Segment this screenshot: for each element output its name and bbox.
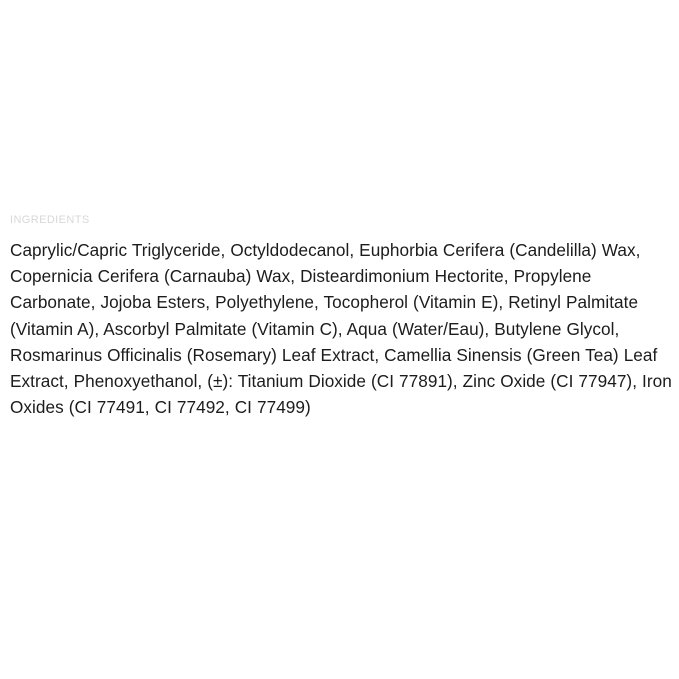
ingredients-block	[10, 214, 672, 420]
ingredients-heading: INGREDIENTS	[10, 214, 90, 226]
ingredients-list-text: Caprylic/Capric Triglyceride, Octyldodecanol, Euphorbia Cerifera (Candelilla) Wax, Copernicia Cerifera (Carnauba) Wax, Disteardimonium Hectorite, Propylene Carbonate, Jojoba Esters, Polyethylene, Tocopherol (Vitamin E), Retinyl Palmitate (Vitamin A), Ascorbyl Palmitate (Vitamin C), Aqua (Water/Eau), Butylene Glycol, Rosmarinus Officinalis (Rosemary) Leaf Extract, Camellia Sinensis (Green Tea) Leaf Extract, Phenoxyethanol, (±): Titanium Dioxide (CI 77891), Zinc Oxide (CI 77947), Iron Oxides (CI 77491, CI 77492, CI 77499)	[10, 240, 672, 418]
